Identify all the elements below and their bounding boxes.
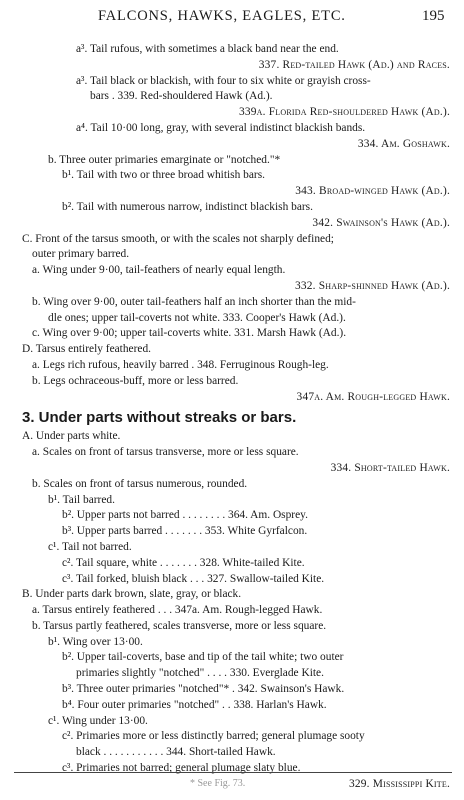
key-text: b. Three outer primaries emarginate or "notched."*: [48, 153, 281, 166]
key-line: [0, 358, 464, 374]
key-text: b⁴. Four outer primaries "notched" . . 338. Harlan's Hawk.: [62, 698, 327, 711]
key-line: [0, 508, 464, 524]
key-text: b¹. Wing over 13·00.: [48, 635, 143, 648]
key-line: [0, 429, 464, 445]
key-text: c². Tail square, white . . . . . . . 328. White-tailed Kite.: [62, 556, 305, 569]
key-line: [0, 603, 464, 619]
key-text: c¹. Tail not barred.: [48, 540, 132, 553]
key-line: [0, 374, 464, 390]
key-text: c³. Tail forked, bluish black . . . 327. Swallow-tailed Kite.: [62, 572, 325, 585]
key-text: b¹. Tail with two or three broad whitish bars.: [62, 169, 265, 182]
key-line: [0, 42, 464, 58]
page-number: 195: [422, 8, 445, 24]
key-line: [0, 572, 464, 588]
key-line: [0, 650, 464, 666]
key-line: [0, 461, 464, 477]
key-line: [0, 714, 464, 730]
key-text: primaries slightly "notched" . . . . 330. Everglade Kite.: [76, 667, 324, 680]
key-text: black . . . . . . . . . . . 344. Short-tailed Hawk.: [76, 746, 276, 759]
key-line: [0, 295, 464, 311]
key-line: [0, 493, 464, 509]
key-line: [0, 745, 464, 761]
key-line: [0, 137, 464, 153]
key-text: b². Upper tail-coverts, base and tip of the tail white; two outer: [62, 651, 344, 664]
key-line: [0, 682, 464, 698]
key-line: [0, 153, 464, 169]
key-line: [0, 729, 464, 745]
footnote: * See Fig. 73.: [190, 778, 246, 789]
key-text: b³. Three outer primaries "notched"* . 342. Swainson's Hawk.: [62, 683, 345, 696]
key-line: [0, 58, 464, 74]
key-line: [0, 216, 464, 232]
key-line: [0, 445, 464, 461]
key-line: [0, 105, 464, 121]
key-line: [0, 121, 464, 137]
key-line: [0, 247, 464, 263]
key-text: a. Scales on front of tarsus transverse, more or less square.: [32, 446, 299, 459]
key-text: b³. Upper parts barred . . . . . . . 353. White Gyrfalcon.: [62, 525, 308, 538]
key-line: [0, 326, 464, 342]
key-text: bars . 339. Red-shouldered Hawk (Ad.).: [90, 90, 273, 103]
key-text: dle ones; upper tail-coverts not white. 333. Cooper's Hawk (Ad.).: [48, 311, 346, 324]
species-reference: 334. Short-tailed Hawk.: [330, 461, 450, 474]
key-line: [0, 311, 464, 327]
species-reference: 343. Broad-winged Hawk (Ad.).: [295, 185, 450, 198]
page-header: [0, 8, 464, 24]
identification-key: [0, 42, 464, 793]
key-line: [0, 232, 464, 248]
key-text: a⁴. Tail 10·00 long, gray, with several indistinct blackish bands.: [76, 121, 366, 134]
key-text: c³. Primaries not barred; general plumage slaty blue.: [62, 762, 301, 775]
key-text: c. Wing over 9·00; upper tail-coverts white. 331. Marsh Hawk (Ad.).: [32, 327, 347, 340]
key-line: [0, 342, 464, 358]
key-text: b. Scales on front of tarsus numerous, rounded.: [32, 477, 248, 490]
species-reference: 329. Mississippi Kite.: [348, 777, 450, 790]
key-line: [0, 200, 464, 216]
key-line: [0, 619, 464, 635]
key-line: [0, 587, 464, 603]
key-text: b. Wing over 9·00, outer tail-feathers half an inch shorter than the mid-: [32, 295, 356, 308]
key-text: b². Upper parts not barred . . . . . . . . 364. Am. Osprey.: [62, 509, 308, 522]
key-text: a. Tarsus entirely feathered . . . 347a. Am. Rough-legged Hawk.: [32, 604, 323, 617]
key-text: a. Legs rich rufous, heavily barred . 348. Ferruginous Rough-leg.: [32, 358, 329, 371]
key-line: [0, 390, 464, 406]
key-text: b². Tail with numerous narrow, indistinct blackish bars.: [62, 200, 313, 213]
running-head: FALCONS, HAWKS, EAGLES, ETC.: [98, 8, 346, 24]
key-text: D. Tarsus entirely feathered.: [22, 343, 151, 356]
key-text: c². Primaries more or less distinctly barred; general plumage sooty: [62, 730, 365, 743]
key-line: [0, 279, 464, 295]
species-reference: 347a. Am. Rough-legged Hawk.: [296, 390, 450, 403]
key-text: C. Front of the tarsus smooth, or with the scales not sharply defined;: [22, 232, 334, 245]
key-text: A. Under parts white.: [22, 430, 121, 443]
key-text: a³. Tail rufous, with sometimes a black band near the end.: [76, 43, 339, 55]
key-text: b¹. Tail barred.: [48, 493, 115, 506]
key-text: b. Tarsus partly feathered, scales transverse, more or less square.: [32, 619, 327, 632]
species-reference: 334. Am. Goshawk.: [357, 137, 450, 150]
key-text: c¹. Wing under 13·00.: [48, 714, 148, 727]
section-heading: 3. Under parts without streaks or bars.: [22, 409, 297, 427]
key-line: [0, 540, 464, 556]
key-text: a. Wing under 9·00, tail-feathers of nearly equal length.: [32, 264, 286, 277]
key-line: [0, 263, 464, 279]
species-reference: 342. Swainson's Hawk (Ad.).: [312, 216, 450, 229]
key-line: [0, 89, 464, 105]
species-reference: 337. Red-tailed Hawk (Ad.) and Races.: [258, 58, 450, 71]
species-reference: 332. Sharp-shinned Hawk (Ad.).: [294, 279, 450, 292]
key-line: [0, 556, 464, 572]
key-line: [0, 184, 464, 200]
key-line: [0, 168, 464, 184]
key-line: [0, 477, 464, 493]
key-line: [0, 761, 464, 777]
key-line: [0, 74, 464, 90]
key-line: [0, 666, 464, 682]
key-line: [0, 635, 464, 651]
key-line: [0, 698, 464, 714]
key-text: a³. Tail black or blackish, with four to six white or grayish cross-: [76, 74, 371, 87]
key-text: outer primary barred.: [32, 248, 130, 261]
key-text: B. Under parts dark brown, slate, gray, or black.: [22, 588, 242, 601]
species-reference: 339a. Florida Red-shouldered Hawk (Ad.).: [238, 106, 450, 119]
key-line: [0, 524, 464, 540]
key-text: b. Legs ochraceous-buff, more or less barred.: [32, 374, 239, 387]
footnote-rule: [14, 772, 452, 773]
